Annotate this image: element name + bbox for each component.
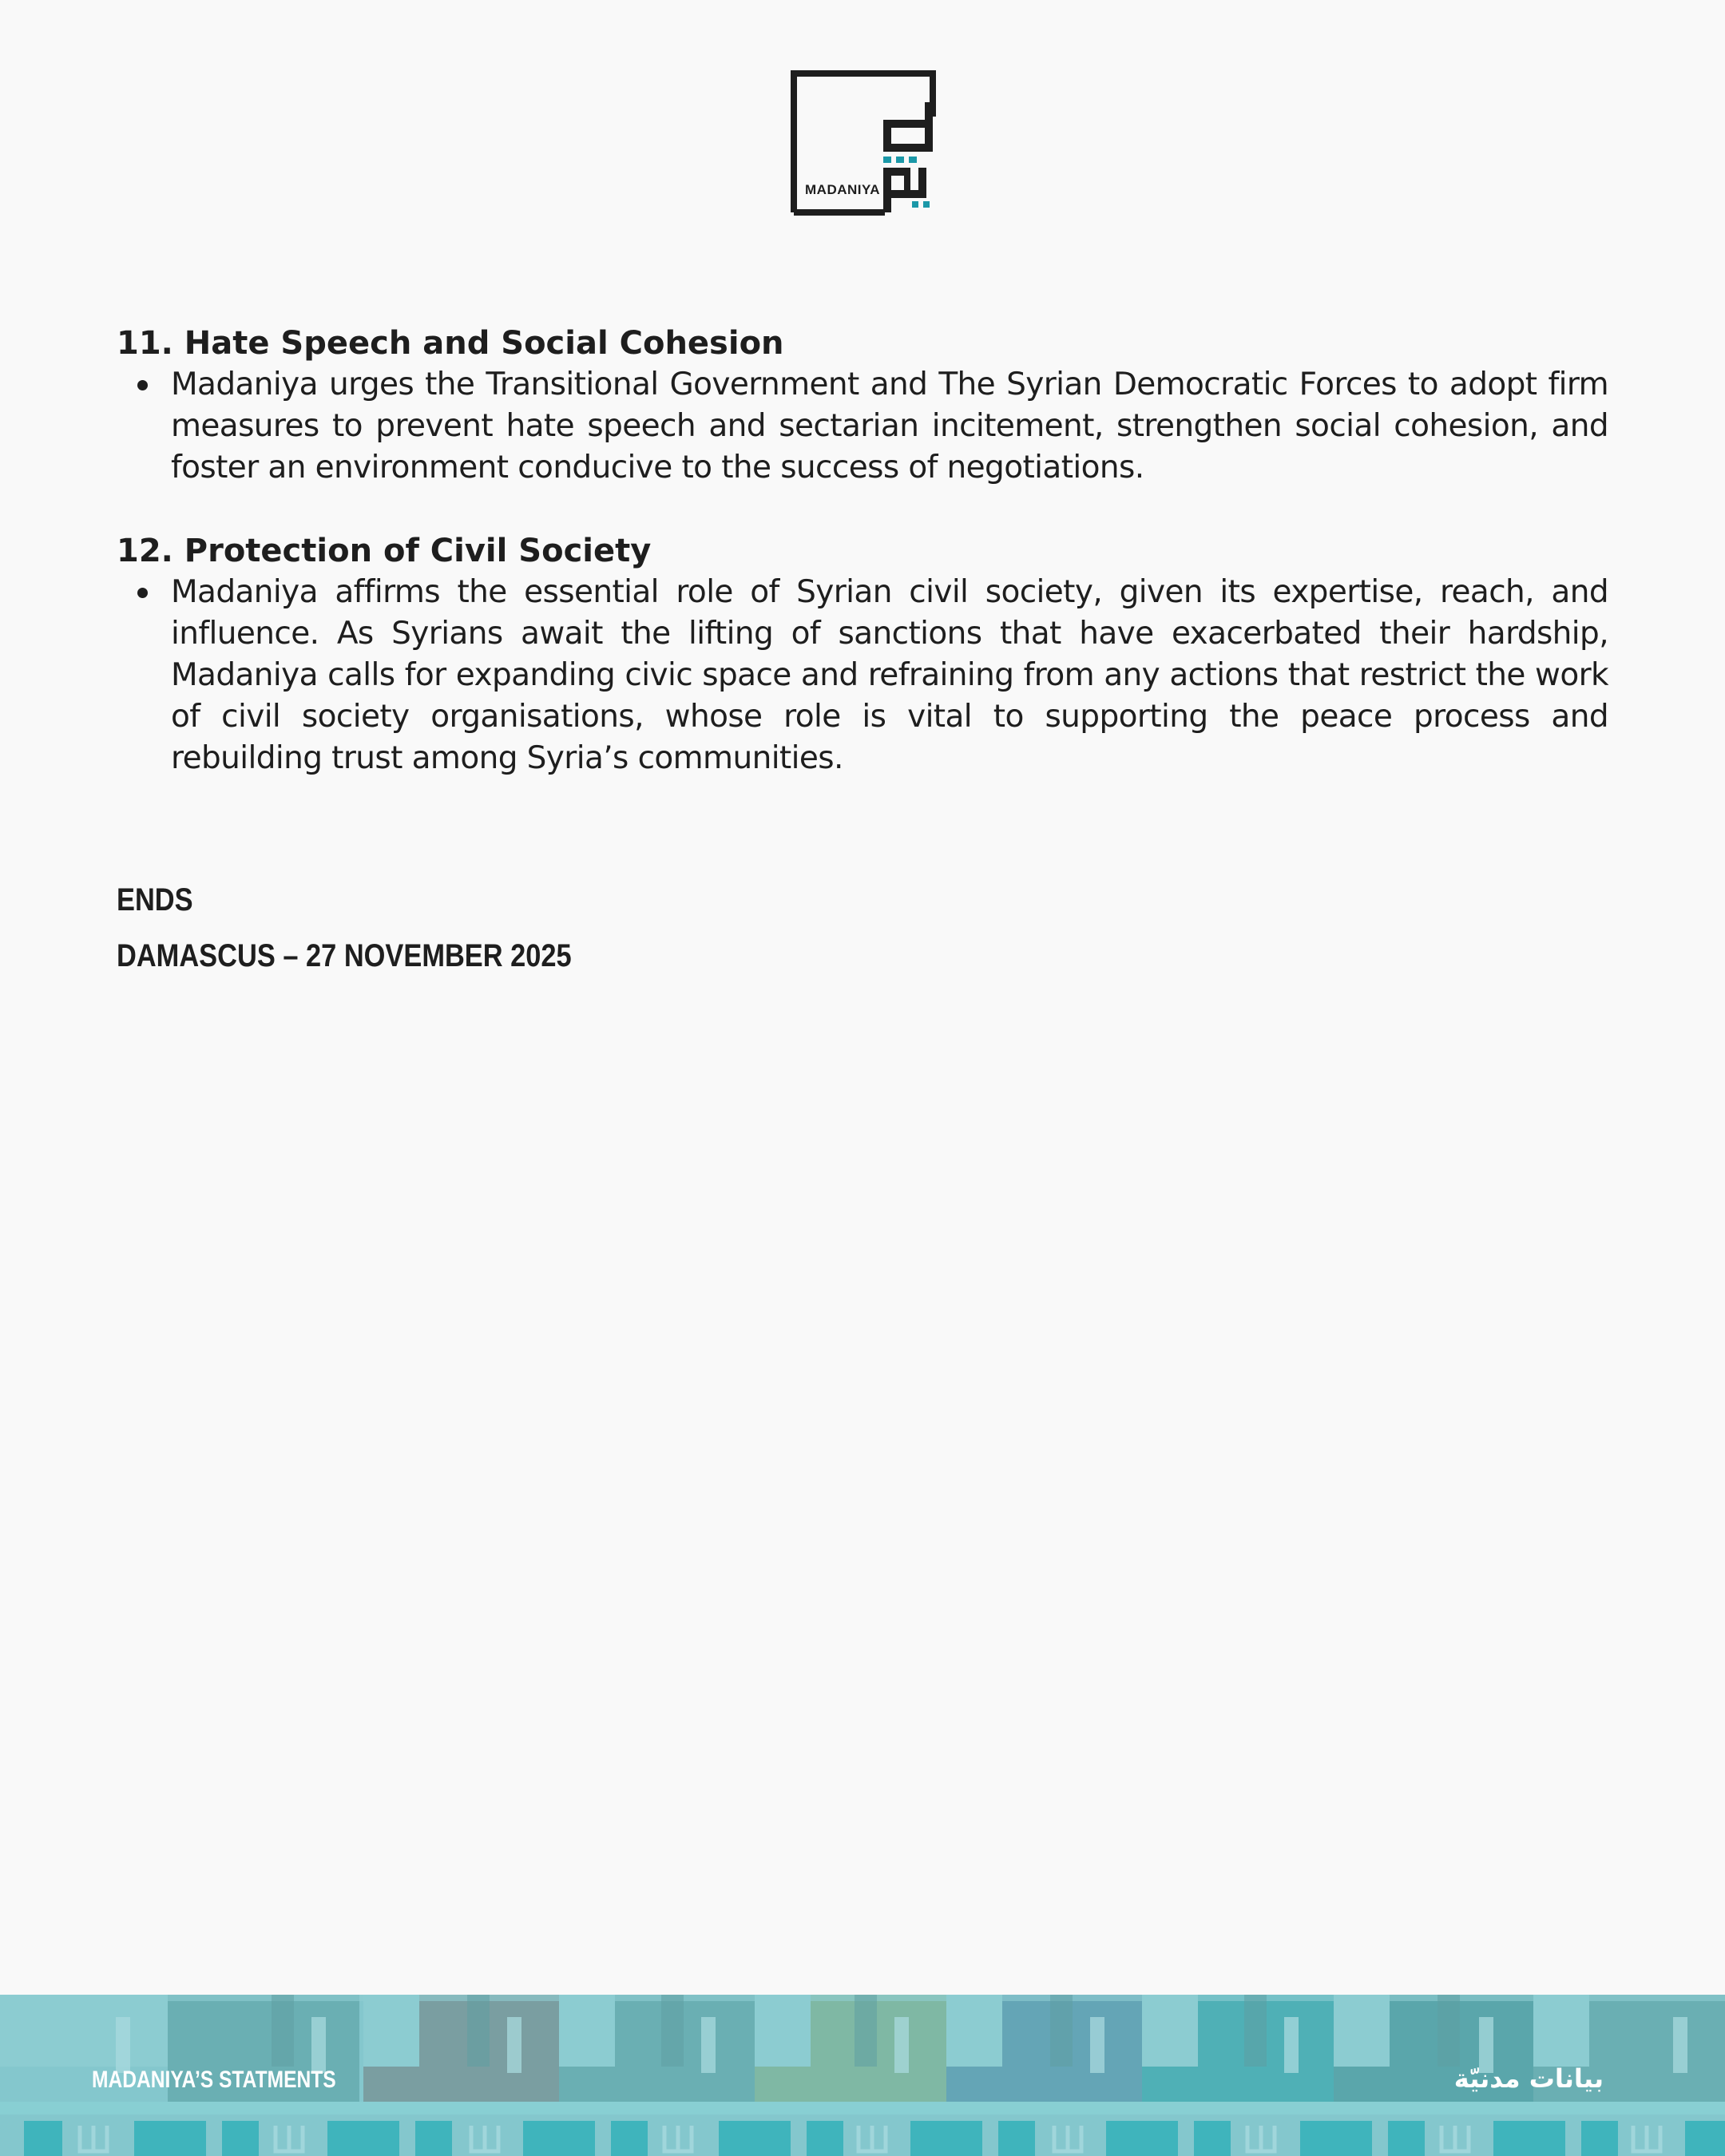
- section-title: 11. Hate Speech and Social Cohesion: [117, 325, 784, 362]
- footer-label-arabic: بيانات مدنيّة: [1453, 2063, 1604, 2094]
- footer-label-english: MADANIYA’S STATMENTS: [92, 2067, 336, 2093]
- bullet-item: Madaniya affirms the essential role of Syrian civil society, given its expertise, reach, and influence. As Syrians await the lifting of sanctions that have exacerbated their hardship, Madaniya calls for expanding civic space and refraining from any actions that restrict the work of civil society organisations, whose role is vital to supporting the peace process and rebuilding trust among Syria’s communities.: [117, 572, 1608, 779]
- logo-wordmark: MADANIYA: [805, 182, 881, 197]
- section-title: 12. Protection of Civil Society: [117, 533, 652, 569]
- footer-band: [0, 1995, 1725, 2156]
- statement-body: [117, 323, 1608, 821]
- bullet-item: Madaniya urges the Transitional Government and The Syrian Democratic Forces to adopt firm measures to prevent hate speech and sectarian incitement, strengthen social cohesion, and foster an environment conducive to the success of negotiations.: [117, 364, 1608, 489]
- madaniya-logo: [791, 70, 936, 216]
- section-civil-society: [117, 530, 1608, 779]
- ends-label: ENDS: [117, 882, 193, 917]
- closing-block: [117, 872, 572, 984]
- bullet-list: [117, 364, 1608, 489]
- dateline: DAMASCUS – 27 NOVEMBER 2025: [117, 938, 572, 973]
- bullet-list: [117, 572, 1608, 779]
- section-hate-speech: [117, 323, 1608, 489]
